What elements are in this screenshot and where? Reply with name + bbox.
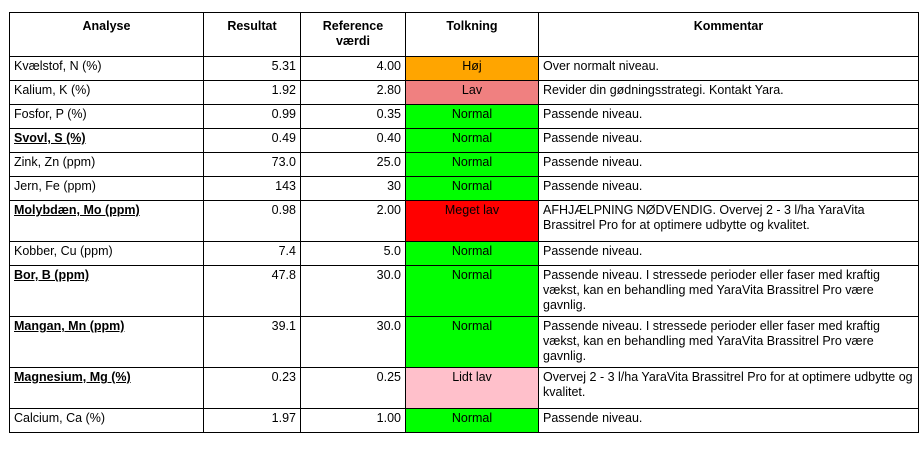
table-row: [10, 266, 919, 317]
cell-resultat: 143: [204, 177, 301, 201]
status-badge: Normal: [406, 105, 539, 129]
status-badge: Normal: [406, 129, 539, 153]
cell-reference: 30: [301, 177, 406, 201]
cell-reference: 30.0: [301, 266, 406, 317]
cell-kommentar: Passende niveau.: [539, 242, 919, 266]
table-row: [10, 409, 919, 433]
cell-analyse: Kvælstof, N (%): [10, 57, 204, 81]
cell-reference: 4.00: [301, 57, 406, 81]
cell-analyse: Fosfor, P (%): [10, 105, 204, 129]
cell-resultat: 5.31: [204, 57, 301, 81]
table-row: [10, 317, 919, 368]
cell-analyse: Magnesium, Mg (%): [10, 368, 204, 409]
cell-reference: 0.35: [301, 105, 406, 129]
cell-reference: 25.0: [301, 153, 406, 177]
cell-reference: 0.25: [301, 368, 406, 409]
status-badge: Lidt lav: [406, 368, 539, 409]
status-badge: Meget lav: [406, 201, 539, 242]
table-row: [10, 177, 919, 201]
header-analyse: Analyse: [10, 13, 204, 57]
table-row: [10, 201, 919, 242]
status-badge: Normal: [406, 153, 539, 177]
status-badge: Normal: [406, 409, 539, 433]
cell-reference: 0.40: [301, 129, 406, 153]
table-header-row: [10, 13, 919, 57]
cell-analyse: Svovl, S (%): [10, 129, 204, 153]
cell-kommentar: Passende niveau.: [539, 153, 919, 177]
status-badge: Normal: [406, 317, 539, 368]
cell-kommentar: Passende niveau.: [539, 177, 919, 201]
cell-resultat: 7.4: [204, 242, 301, 266]
cell-kommentar: Passende niveau. I stressede perioder eller faser med kraftig vækst, kan en behandling med YaraVita Brassitrel Pro være gavnlig.: [539, 317, 919, 368]
analysis-table: [9, 12, 919, 433]
table-row: [10, 242, 919, 266]
cell-analyse: Mangan, Mn (ppm): [10, 317, 204, 368]
cell-reference: 1.00: [301, 409, 406, 433]
header-kommentar: Kommentar: [539, 13, 919, 57]
cell-resultat: 1.97: [204, 409, 301, 433]
cell-kommentar: Passende niveau.: [539, 105, 919, 129]
status-badge: Normal: [406, 266, 539, 317]
cell-kommentar: Revider din gødningsstrategi. Kontakt Yara.: [539, 81, 919, 105]
status-badge: Høj: [406, 57, 539, 81]
cell-resultat: 39.1: [204, 317, 301, 368]
cell-resultat: 0.98: [204, 201, 301, 242]
cell-resultat: 0.49: [204, 129, 301, 153]
cell-kommentar: Passende niveau.: [539, 409, 919, 433]
cell-resultat: 0.99: [204, 105, 301, 129]
cell-resultat: 47.8: [204, 266, 301, 317]
table-row: [10, 57, 919, 81]
header-reference: Reference værdi: [301, 13, 406, 57]
cell-reference: 5.0: [301, 242, 406, 266]
cell-kommentar: Overvej 2 - 3 l/ha YaraVita Brassitrel Pro for at optimere udbytte og kvalitet.: [539, 368, 919, 409]
cell-analyse: Bor, B (ppm): [10, 266, 204, 317]
cell-reference: 30.0: [301, 317, 406, 368]
cell-analyse: Molybdæn, Mo (ppm): [10, 201, 204, 242]
cell-analyse: Jern, Fe (ppm): [10, 177, 204, 201]
cell-kommentar: Passende niveau. I stressede perioder eller faser med kraftig vækst, kan en behandling med YaraVita Brassitrel Pro være gavnlig.: [539, 266, 919, 317]
cell-analyse: Kalium, K (%): [10, 81, 204, 105]
cell-analyse: Zink, Zn (ppm): [10, 153, 204, 177]
status-badge: Lav: [406, 81, 539, 105]
header-resultat: Resultat: [204, 13, 301, 57]
cell-analyse: Kobber, Cu (ppm): [10, 242, 204, 266]
cell-resultat: 0.23: [204, 368, 301, 409]
table-row: [10, 153, 919, 177]
header-tolkning: Tolkning: [406, 13, 539, 57]
table-row: [10, 129, 919, 153]
status-badge: Normal: [406, 242, 539, 266]
cell-resultat: 1.92: [204, 81, 301, 105]
status-badge: Normal: [406, 177, 539, 201]
cell-kommentar: AFHJÆLPNING NØDVENDIG. Overvej 2 - 3 l/ha YaraVita Brassitrel Pro for at optimere udbytte og kvalitet.: [539, 201, 919, 242]
cell-kommentar: Over normalt niveau.: [539, 57, 919, 81]
cell-resultat: 73.0: [204, 153, 301, 177]
cell-analyse: Calcium, Ca (%): [10, 409, 204, 433]
table-row: [10, 368, 919, 409]
cell-kommentar: Passende niveau.: [539, 129, 919, 153]
table-row: [10, 105, 919, 129]
table-row: [10, 81, 919, 105]
cell-reference: 2.80: [301, 81, 406, 105]
cell-reference: 2.00: [301, 201, 406, 242]
